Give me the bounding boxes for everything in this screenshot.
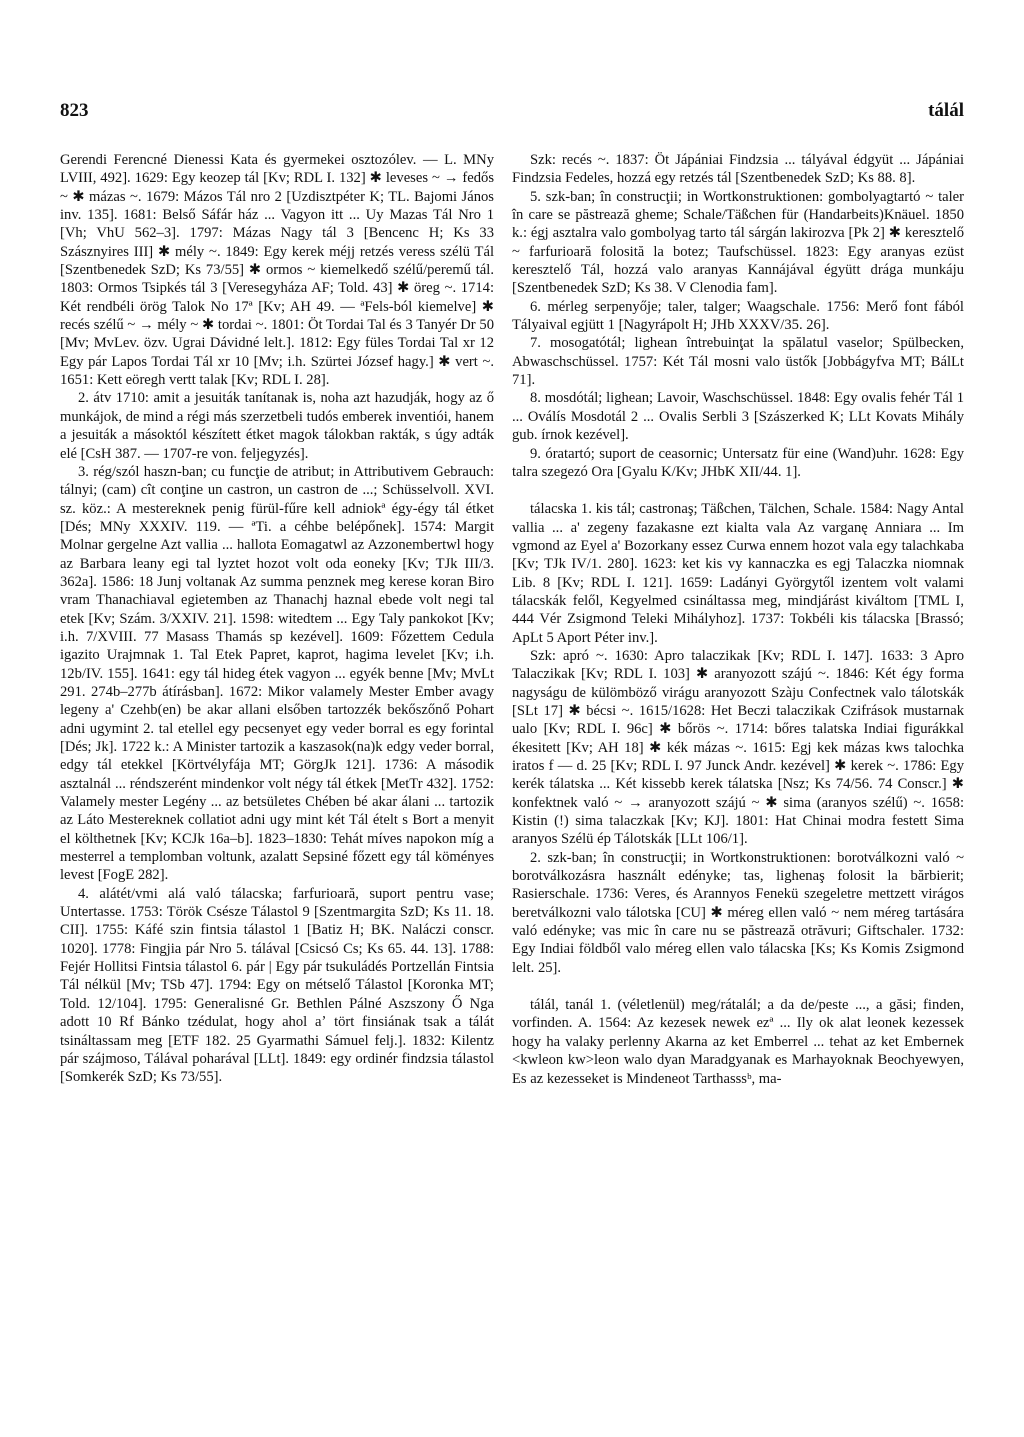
entry-paragraph: 9. óratartó; suport de ceasornic; Untersatz für eine (Wand)uhr. 1628: Egy talra szegezó Ora [Gyalu K/Kv; JHbK XII/44. 1]. [512,445,964,480]
entry-paragraph: 6. mérleg serpenyője; taler, talger; Waagschale. 1756: Merő font fából Tályaival egjütt 1 [Nagyrápolt H; JHb XXXV/35. 26]. [512,298,964,334]
entry-paragraph: 2. szk-ban; în construcţii; in Wortkonstruktionen: borotválkozni való ~ borotválkozásra használt edényke; tas, lighenaş folosit la bărbierit; Rasierschale. 1736: Veres, és Arannyos Fenekü szegeletre mettzett virágos beretválkozni valo tálotska [CU] ✱ méreg ellen való ~ nem méreg tartására való edényke; vas mic în care nu se păstrează otrăvuri; Giftschaler. 1732: Egy Indiai földből valo méreg ellen valo tálacska [Ks; Ks Komis Zsigmond lelt. 25]. [512,849,964,976]
entry-paragraph: 3. rég/szól haszn-ban; cu funcţie de atribut; in Attributivem Gebrauch: tálnyi; (cam) cît conţine un castron, un castron de ...; Schüsselvoll. XVI. sz. köz.: A mestereknek penig fürül-fűre kell adniokª égy-égy tál étket [Dés; MNy XXXIV. 119. — ªTi. a céhbe belépőnek]. 1574: Margit Molnar gergelne Azt vallia ... hallota Eomagatwl az Azzonembertwl hogy az Barbara leany egi tal lyztet hozot volt oda eoneky [Kv; TJk III/3. 362a]. 1586: 18 Junj voltanak Az summa penznek meg kerese koran Biro vram Thanachiaval egietemben az Thanachj haznal ebede volt negi tal etek [Kv; Szám. 3/XXIV. 21]. 1598: witedtem ... Egy Taly pankokot [Kv; i.h. 7/XVIII. 77 Masass Thamás sp kezével]. 1609: Főzettem Cedula igazito Urajmnak 1. Tal Etek Papret, kaprot, hagima levelet [Kv; i.h. 12b/IV. 155]. 1641: egy tál hideg étek vagyon ... egyék benne [Mv; MvLt 291. 274b–277b átírásban]. 1672: Mikor valamely Mester Ember avagy legeny a' Czehb(en) be akar allani elsőben tartozzék bekőszőnő Pohart adni ugymint 2. tal etellel egy pecsenyet egy veder borral es egy forintal [Dés; Jk]. 1722 k.: A Minister tartozik a kaszasok(na)k edgy veder borral, edgy tál etekkel [Körtvélyfája MT; GörgJk 121]. 1736: A második asztalnál ... réndszerént mindenkor volt négy tál étkek [MetTr 432]. 1752: Valamely mester Legény ... az betsületes Chében bé akar álani ... tartozik az Láto Mestereknek collatiot adni ugy mint két Tál ételt s Bort a menyit el költhetnek [Kv; KCJk 16a–b]. 1823–1830: Tehát míves napokon míg a mesterrel a templomban voltunk, azalatt Sepsiné főzett egy tál köményes levest [FogE 282]. [60,463,494,884]
entry-paragraph: 2. átv 1710: amit a jesuiták tanítanak is, noha azt hazudják, hogy az ő munkájok, de mind a régi más szerzetbeli tudós emberek inventiói, hanem a jesuiták a másoktól készített étket magok tálokban rakták, s úgy adták elé [CsH 387. — 1707-re von. feljegyzés]. [60,390,494,462]
entry-paragraph: Szk: apró ~. 1630: Apro talaczikak [Kv; RDL I. 147]. 1633: 3 Apro Talaczikak [Kv; RDL I. 103] ✱ aranyozott szájú ~. 1846: Két égy forma nagyságu de külömböző virágu aranyozott Szàju Confectnek valo tálotskák [SLt 17] ✱ bécsi ~. 1615/1628: Het Beczi talaczikak Czifrások mustarnak ualo [Kv; RDL I. 96c] ✱ bőrös ~. 1714: bőres talatska Indiai figurákkal ékesitett [Kv; AH 18] ✱ kék mázas ~. 1615: Egj kek mázas kws talochka iratos f — d. 25 [Kv; RDL I. 97 Junck Andr. kezével] ✱ kerek ~. 1786: Egy kerék tálatska ... Két kissebb kerek tálatska [Nsz; Ks 74/56. 74 Conscr.] ✱ konfektnek való ~ → aranyozott szájú ~ ✱ sima (aranyos szélű) ~. 1658: Kistin (!) sima talaczkak [Kv; KJ]. 1801: Hat Chinai modra festett Sima aranyos Szélü ép Tálotskák [LLt 106/1]. [512,647,964,848]
entry-paragraph: Gerendi Ferencné Dienessi Kata és gyermekei osztozólev. — L. MNy LVIII, 492]. 1629: Egy keozep tál [Kv; RDL I. 132] ✱ leveses ~ → fedős ~ ✱ mázas ~. 1679: Mázos Tál nro 2 [Uzdisztpéter K; TL. Bajomi János inv. 135]. 1681: Belső Sáfár ház ... Vagyon itt ... Uy Mazas Tál Nro 1 [Vh; VhU 562–3]. 1797: Mázas Nagy tál 3 [Bencenc H; Ks 33 Szásznyires III] ✱ mély ~. 1849: Egy kerek méjj retzés veress szélü Tál [Szentbenedek SzD; Ks 73/55] ✱ ormos ~ kiemelkedő szélű/peremű tál. 1803: Ormos Tsipkés tál 3 [Veresegyháza AF; Told. 43] ✱ öreg ~. 1714: Két rendbéli örög Talok No 17ª [Kv; AH 49. — ªFels-ból kiemelve] ✱ recés szélű ~ → mély ~ ✱ tordai ~. 1801: Öt Tordai Tal és 3 Tanyér Dr 50 [Mv; MvLev. özv. Ugrai Dávidné lelt.]. 1812: Egy füles Tordai Tal xr 12 Egy pár Lapos Tordai Tál xr 10 [Mv; i.h. Szürtei József hagy.] ✱ vert ~. 1651: Kett eöregh vertt talak [Kv; RDL I. 28]. [60,152,494,389]
left-column [60,151,494,1087]
right-column [512,151,964,1088]
page-header [60,100,964,130]
entry-paragraph: 5. szk-ban; în construcţii; in Wortkonstruktionen: gombolyagtartó ~ taler în care se păstrează gheme; Schale/Täßchen für (Handarbeits)Knäuel. 1850 k.: égj asztalra valo gombolyag tarto tál sárgán lakirozva [Pk 2] ✱ keresztelő ~ farfurioară folosită la botez; Taufschüssel. 1823: Egy aranyas ezüst keresztelő Tál, hozzá valo aranyas Kannájával égyütt drága munkáju [Szentbenedek SzD; Ks 38. V Clenodia fam]. [512,188,964,297]
entry-paragraph: 8. mosdótál; lighean; Lavoir, Waschschüssel. 1848: Egy ovalis fehér Tál 1 ... Oválís Mosdotál 2 ... Ovalis Serbli 3 [Szászerked K; LLt Kovats Mihály gub. írnok kezével]. [512,390,964,444]
entry-paragraph: Szk: recés ~. 1837: Öt Jápániai Findzsia ... tályával édgyüt ... Jápániai Findzsia Fedeles, hozzá egy retzés tál [Szentbenedek SzD; Ks 88. 8]. [512,152,964,187]
running-headword: tálál [928,100,964,121]
entry-paragraph: 7. mosogatótál; lighean întrebuinţat la spălatul vaselor; Spülbecken, Abwaschschüssel. 1757: Két Tál mosni valo üstők [Jobbágyfva MT; BálLt 71]. [512,335,964,389]
page-number: 823 [60,100,89,121]
entry-paragraph: 4. alátét/vmi alá való tálacska; farfurioară, suport pentru vase; Untertasse. 1753: Török Csésze Tálastol 9 [Szentmargita SzD; Ks 11. 18. CII]. 1755: Káfé szin fintsia tálastol 1 [Batiz H; BK. Naláczi conscr. 1020]. 1778: Fingjia pár Nro 5. tálával [Csicsó Cs; Ks 65. 44. 13]. 1788: Fejér Hollitsi Fintsia tálastol 6. pár | Egy pár tsukuládés Portzellán Fintsia Tál nélkül [Mv; TSb 47]. 1794: Egy on métselő Tálastol [Koronka MT; Told. 12/104]. 1795: Generalisné Gr. Bethlen Pálné Aszszony Ő Nga adott 10 Rf Bánko tzédulat, hogy ahol aʼ tört finsiának tsak a tálát tsináltassam meg [ETF 182. 25 Gyarmathi Sámuel felj.]. 1832: Kilentz pár szájmoso, Tálával poharával [LLt]. 1849: egy ordinér findzsia tálastol [Somkerék SzD; Ks 73/55]. [60,885,494,1086]
entry-headword-talacska: tálacska 1. kis tál; castronaş; Täßchen, Tälchen, Schale. 1584: Nagy Antal vallia ... a' zegeny fazakasne ezt kialta vala Az varganę Anniara ... Im vgmond az Eyel a' Bozorkany essez Curwa ennem hozot vala egy talachkaba [Kv; TJk IV/1. 280]. 1623: ket kis vy kannaczka es egj Talaczka niomnak Lib. 8 [Kv; RDL I. 121]. 1659: Ladányi Györgytől izentem volt valami tálacskák felől, Kegyelmed csináltassa meg, mindjárást kiváltom [TML I, 444 Vér Zsigmond Teleki Mihályhoz]. 1737: Tokbéli kis tálacska [Brassó; ApLt 5 Aport Péter inv.]. [512,501,964,646]
entry-headword-talal: tálál, tanál 1. (véletlenül) meg/rátalál; a da de/peste ..., a găsi; finden, vorfinden. A. 1564: Az kezesek newek ezª ... Ily ok alat leonek kezessek hogy ha valaky perlenny Akarna az ket Emberrel ... tehat az ket Embernek <kwleon kw>leon walo dyan Maradgyanak es Marhayoknak Beochyewyen, Es az kezesseket is Mindeneot Tarthasssᵇ, ma- [512,997,964,1087]
